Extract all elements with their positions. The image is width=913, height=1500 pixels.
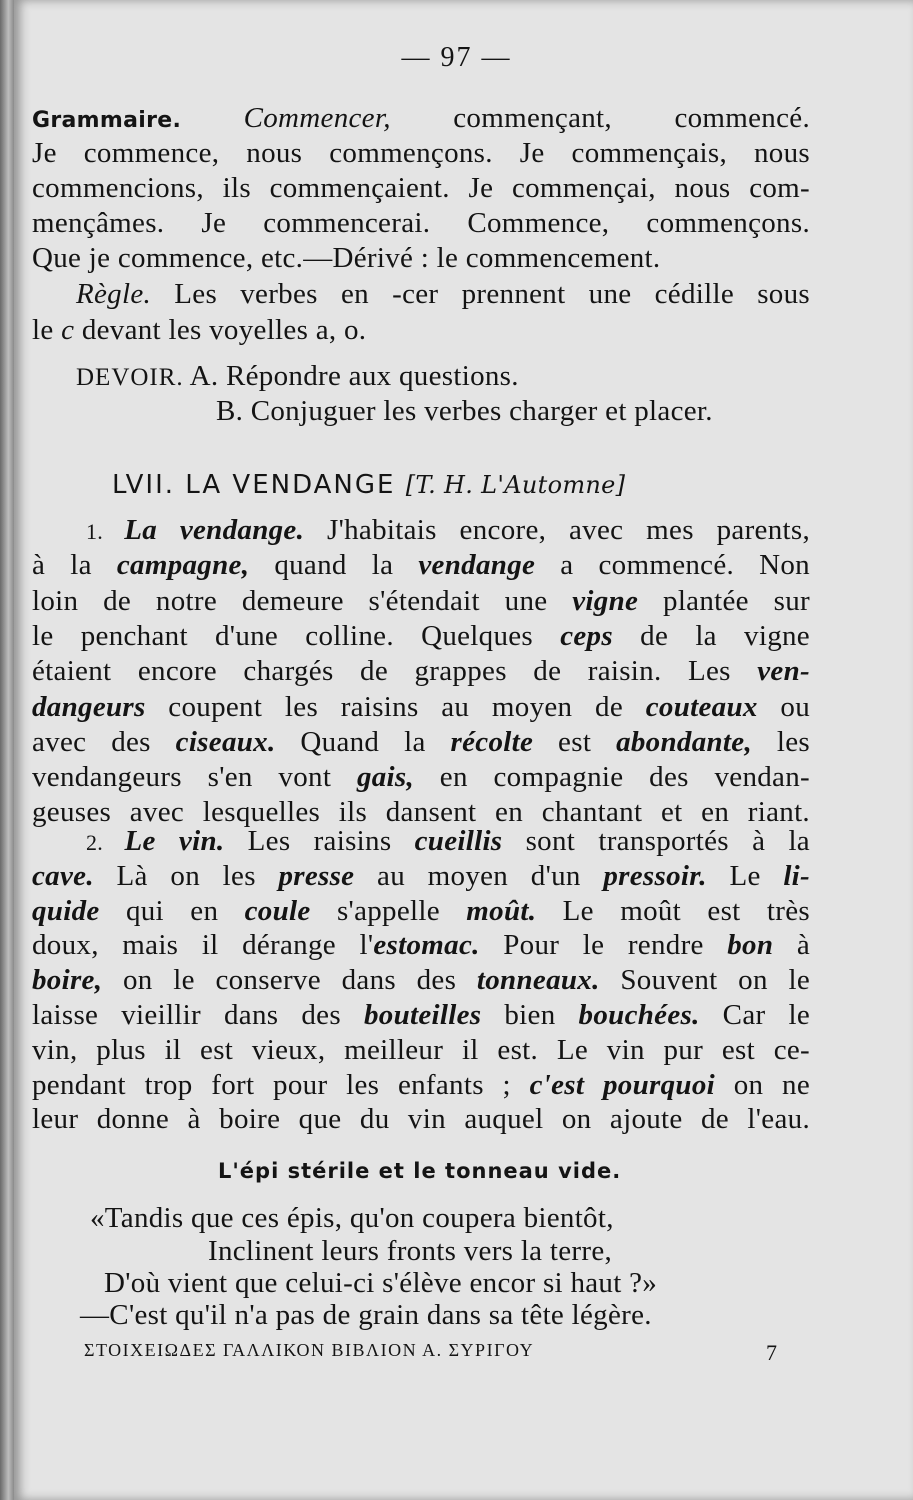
- text-segment: Quand la: [275, 725, 451, 758]
- emphasized-word: estomac.: [373, 929, 480, 962]
- poem-line-1: «Tandis que ces épis, qu'on coupera bientôt,: [90, 1202, 614, 1234]
- text-segment: doux, mais il dérange l': [32, 929, 374, 962]
- para1-line-1: [86, 512, 810, 550]
- poem-line-2: Inclinent leurs fronts vers la terre,: [208, 1235, 613, 1267]
- emphasized-word: vigne: [572, 584, 639, 617]
- text-segment: Souvent on le: [599, 964, 810, 997]
- text-segment: coupent les raisins au moyen de: [145, 690, 646, 723]
- text-segment: qui en: [99, 894, 245, 927]
- emphasized-word: ceps: [560, 619, 613, 652]
- emphasized-word: abondante,: [616, 725, 752, 758]
- emphasized-word: cueillis: [414, 825, 503, 857]
- emphasized-word: couteaux: [645, 690, 758, 723]
- text-segment: Le: [706, 859, 784, 892]
- text-segment: quand la: [249, 549, 419, 582]
- emphasized-word: La vendange.: [124, 514, 305, 546]
- text-segment: loin de notre demeure s'étendait une: [32, 584, 573, 617]
- para2-line-7: [32, 1032, 810, 1068]
- text-segment: pendant trop fort pour les enfants ;: [32, 1068, 530, 1101]
- emphasized-word: Le vin.: [124, 825, 225, 857]
- emphasized-word: c'est pourquoi: [529, 1068, 715, 1101]
- text-segment: de la vigne: [612, 619, 810, 652]
- poem-line-3: D'où vient que celui-ci s'élève encor si haut ?»: [104, 1267, 658, 1299]
- text-segment: plantée sur: [638, 584, 811, 617]
- text-segment: laisse vieillir dans des: [32, 999, 364, 1031]
- emphasized-word: récolte: [450, 725, 534, 758]
- emphasized-word: moût.: [466, 894, 537, 927]
- poem-line-4: —C'est qu'il n'a pas de grain dans sa tête légère.: [80, 1299, 652, 1331]
- text-segment: Pour le rendre: [479, 929, 728, 962]
- emphasized-word: presse: [278, 859, 355, 892]
- rule-line-1: Règle. Les verbes en -cer prennent une cédille sous: [76, 278, 810, 310]
- grammar-line-5: Que je commence, etc.—Dérivé : le commencement.: [32, 242, 661, 274]
- text-segment: à: [773, 929, 810, 962]
- para2-line-1: [86, 823, 810, 861]
- text-segment: à la: [32, 549, 117, 582]
- emphasized-word: campagne,: [116, 549, 250, 582]
- text-segment: Le moût est très: [536, 894, 810, 927]
- emphasized-word: coule: [244, 894, 311, 927]
- para2-line-5: [32, 962, 810, 998]
- text-segment: a commencé. Non: [535, 549, 810, 582]
- emphasized-word: gais,: [356, 761, 415, 794]
- grammar-line-3: commencions, ils commençaient. Je commençai, nous com-: [32, 172, 810, 204]
- para1-line-4: [32, 618, 810, 654]
- lesson-title: LVII. LA VENDANGE [T. H. L'Automne]: [112, 470, 626, 500]
- book-gutter: [0, 0, 14, 1500]
- para2-line-3: [32, 893, 810, 929]
- emphasized-word: bouchées.: [578, 999, 700, 1031]
- emphasized-word: ven-: [757, 655, 810, 688]
- text-segment: avec des: [32, 725, 176, 758]
- emphasized-word: dangeurs: [32, 690, 146, 723]
- para2-line-2: [32, 858, 810, 894]
- text-segment: vendangeurs s'en vont: [32, 761, 357, 794]
- para1-line-5: [32, 653, 810, 689]
- text-segment: est: [533, 725, 617, 758]
- devoir-line-a: DEVOIR. A. Répondre aux questions.: [76, 360, 519, 392]
- text-segment: Les raisins: [224, 825, 415, 857]
- poem-title: L'épi stérile et le tonneau vide.: [218, 1159, 622, 1183]
- emphasized-word: vendange: [418, 549, 536, 582]
- text-segment: leur donne à boire que du vin auquel on ajoute de l'eau.: [32, 1103, 810, 1136]
- text-segment: sont transportés à la: [502, 825, 810, 857]
- para1-line-6: [32, 689, 810, 725]
- emphasized-word: tonneaux.: [476, 964, 600, 997]
- text-segment: Là on les: [93, 859, 279, 892]
- text-segment: en compagnie des vendan-: [414, 761, 810, 794]
- text-segment: on le conserve dans des: [102, 964, 477, 997]
- emphasized-word: pressoir.: [603, 859, 707, 892]
- grammar-line-1: Grammaire. Commencer, commençant, commencé.: [32, 102, 810, 134]
- para1-line-3: [32, 583, 810, 619]
- grammar-line-2: Je commence, nous commençons. Je commençais, nous: [32, 137, 810, 169]
- text-segment: J'habitais encore, avec mes parents,: [304, 514, 811, 546]
- grammar-line-4: mençâmes. Je commencerai. Commence, commençons.: [32, 207, 810, 239]
- text-segment: bien: [481, 999, 579, 1031]
- footer-book-title: ΣΤΟΙΧΕΙΩΔΕΣ ΓΑΛΛΙΚΟΝ ΒΙΒΛΙΟΝ Α. ΣΥΡΙΓΟΥ: [84, 1340, 535, 1360]
- para1-line-2: [32, 547, 810, 583]
- emphasized-word: li-: [783, 859, 810, 892]
- para2-line-4: [32, 927, 810, 963]
- para1-line-8: [32, 759, 810, 795]
- text-segment: on ne: [714, 1068, 810, 1101]
- text-segment: geuses avec lesquelles ils dansent en chantant et en riant.: [32, 796, 810, 829]
- devoir-line-b: B. Conjuguer les verbes charger et placer.: [216, 395, 713, 427]
- emphasized-word: bon: [727, 929, 774, 962]
- text-segment: vin, plus il est vieux, meilleur il est. Le vin pur est ce-: [32, 1033, 810, 1066]
- para1-number: 1.: [86, 519, 125, 544]
- emphasized-word: boire,: [32, 964, 103, 997]
- text-segment: au moyen d'un: [354, 859, 604, 892]
- text-segment: étaient encore chargés de grappes de raisin. Les: [32, 655, 758, 688]
- emphasized-word: ciseaux.: [175, 725, 276, 758]
- text-segment: ou: [757, 690, 810, 723]
- para2-line-6: [32, 997, 810, 1033]
- text-segment: les: [752, 725, 811, 758]
- grammar-heading: Grammaire.: [32, 108, 182, 133]
- text-segment: Car le: [699, 999, 811, 1031]
- footer-signature: 7: [766, 1340, 779, 1365]
- para2-line-8: [32, 1067, 810, 1103]
- devoir-label: DEVOIR.: [76, 364, 184, 391]
- rule-label: Règle.: [76, 278, 152, 310]
- para1-line-7: [32, 724, 810, 760]
- emphasized-word: quide: [32, 894, 100, 927]
- lesson-source: [T. H. L'Automne]: [405, 471, 626, 499]
- page-number: — 97 —: [401, 42, 512, 73]
- text-segment: le penchant d'une colline. Quelques: [32, 619, 561, 652]
- text-segment: s'appelle: [310, 894, 467, 927]
- para2-number: 2.: [86, 830, 125, 855]
- emphasized-word: bouteilles: [363, 999, 482, 1031]
- rule-line-2: le c devant les voyelles a, o.: [32, 314, 367, 346]
- emphasized-word: cave.: [32, 859, 94, 892]
- para2-line-9: [32, 1101, 810, 1137]
